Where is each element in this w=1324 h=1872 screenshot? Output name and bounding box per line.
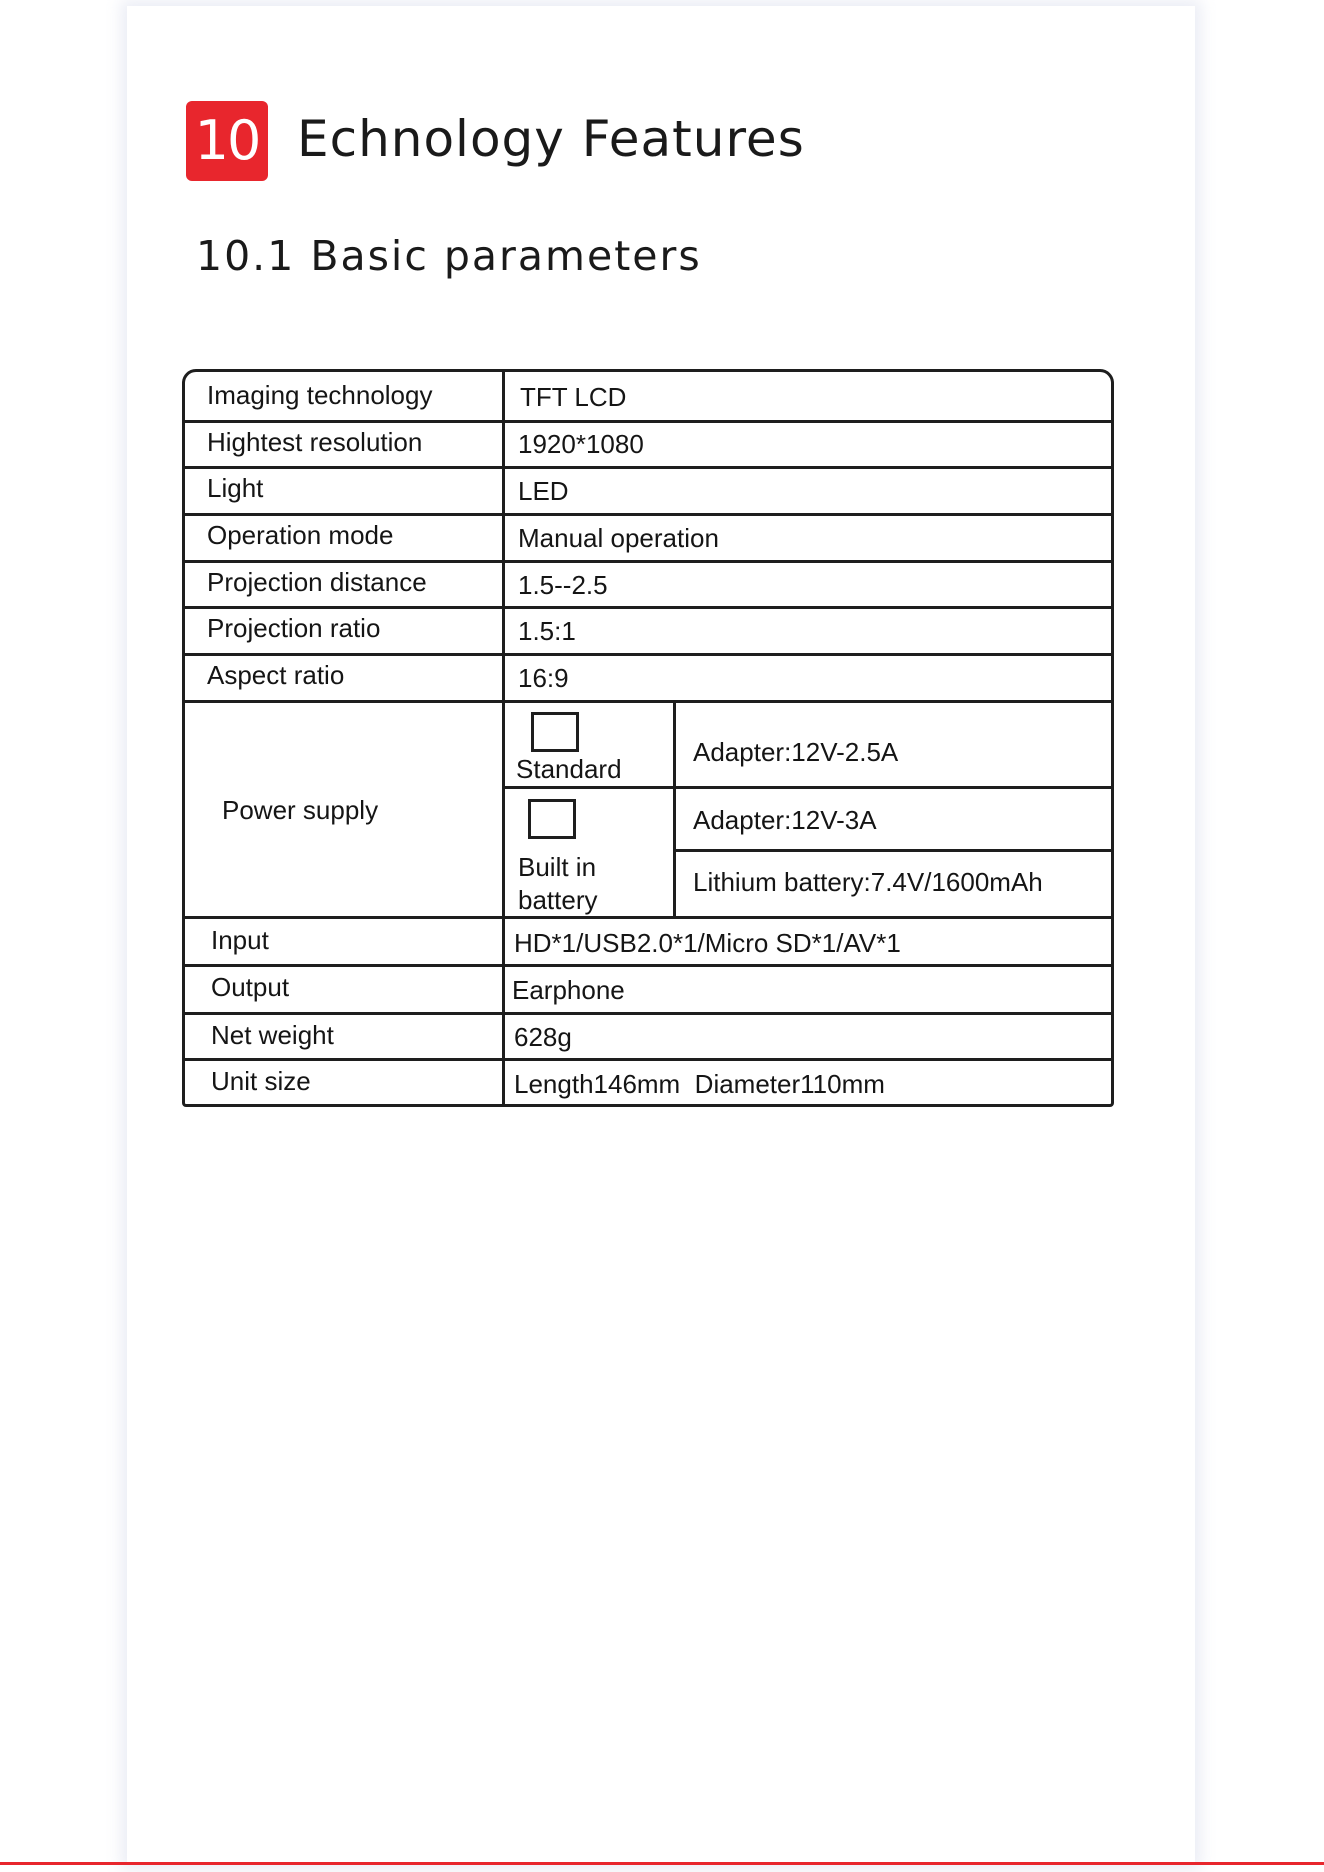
power-detail-divider [673, 849, 1111, 852]
chapter-number-badge: 10 [186, 101, 268, 181]
section-title: 10.1 Basic parameters [196, 232, 702, 280]
power-detail-lithium-battery: Lithium battery:7.4V/1600mAh [693, 867, 1043, 897]
row-divider [185, 1058, 1111, 1061]
row-value-aspect-ratio: 16:9 [518, 663, 569, 693]
chapter-title: Echnology Features [297, 110, 805, 168]
power-option-standard: Standard [516, 754, 622, 784]
row-value-projection-ratio: 1.5:1 [518, 616, 576, 646]
power-option-built-in-line1: Built in [518, 852, 597, 882]
row-label-projection-ratio: Projection ratio [207, 613, 381, 643]
power-detail-battery-adapter: Adapter:12V-3A [693, 805, 877, 835]
row-label-aspect-ratio: Aspect ratio [207, 660, 345, 690]
row-value-operation-mode: Manual operation [518, 523, 719, 553]
row-label-unit-size: Unit size [211, 1066, 311, 1096]
row-value-resolution: 1920*1080 [518, 429, 644, 459]
row-divider [185, 653, 1111, 656]
standard-checkbox[interactable] [531, 712, 579, 752]
row-label-light: Light [207, 473, 264, 503]
column-divider [502, 372, 505, 1104]
row-value-net-weight: 628g [514, 1022, 572, 1052]
row-value-projection-distance: 1.5--2.5 [518, 570, 608, 600]
row-divider [185, 513, 1111, 516]
spec-table [182, 369, 1114, 1107]
row-value-light: LED [518, 476, 569, 506]
row-label-input: Input [211, 925, 269, 955]
row-value-unit-size: Length146mm Diameter110mm [514, 1069, 885, 1099]
row-divider [185, 606, 1111, 609]
footer-accent-line [0, 1862, 1324, 1865]
row-divider [185, 964, 1111, 967]
row-divider [185, 560, 1111, 563]
power-option-built-in-line2: battery [518, 885, 598, 915]
row-divider [185, 916, 1111, 919]
row-divider [185, 466, 1111, 469]
row-label-resolution: Hightest resolution [207, 427, 423, 457]
row-label-net-weight: Net weight [211, 1020, 334, 1050]
row-value-output: Earphone [512, 975, 625, 1005]
row-divider [185, 1012, 1111, 1015]
row-divider [185, 420, 1111, 423]
row-divider [185, 700, 1111, 703]
power-detail-standard-adapter: Adapter:12V-2.5A [693, 737, 899, 767]
row-label-output: Output [211, 972, 290, 1002]
row-label-operation-mode: Operation mode [207, 520, 394, 550]
row-label-projection-distance: Projection distance [207, 567, 427, 597]
row-label-imaging-technology: Imaging technology [207, 380, 433, 410]
built-in-battery-checkbox[interactable] [528, 799, 576, 839]
row-value-imaging-technology: TFT LCD [520, 382, 627, 412]
power-option-divider-h [502, 786, 676, 789]
power-detail-divider [673, 786, 1111, 789]
row-label-power-supply: Power supply [222, 795, 379, 825]
power-option-divider [673, 702, 676, 918]
row-value-input: HD*1/USB2.0*1/Micro SD*1/AV*1 [514, 928, 901, 958]
